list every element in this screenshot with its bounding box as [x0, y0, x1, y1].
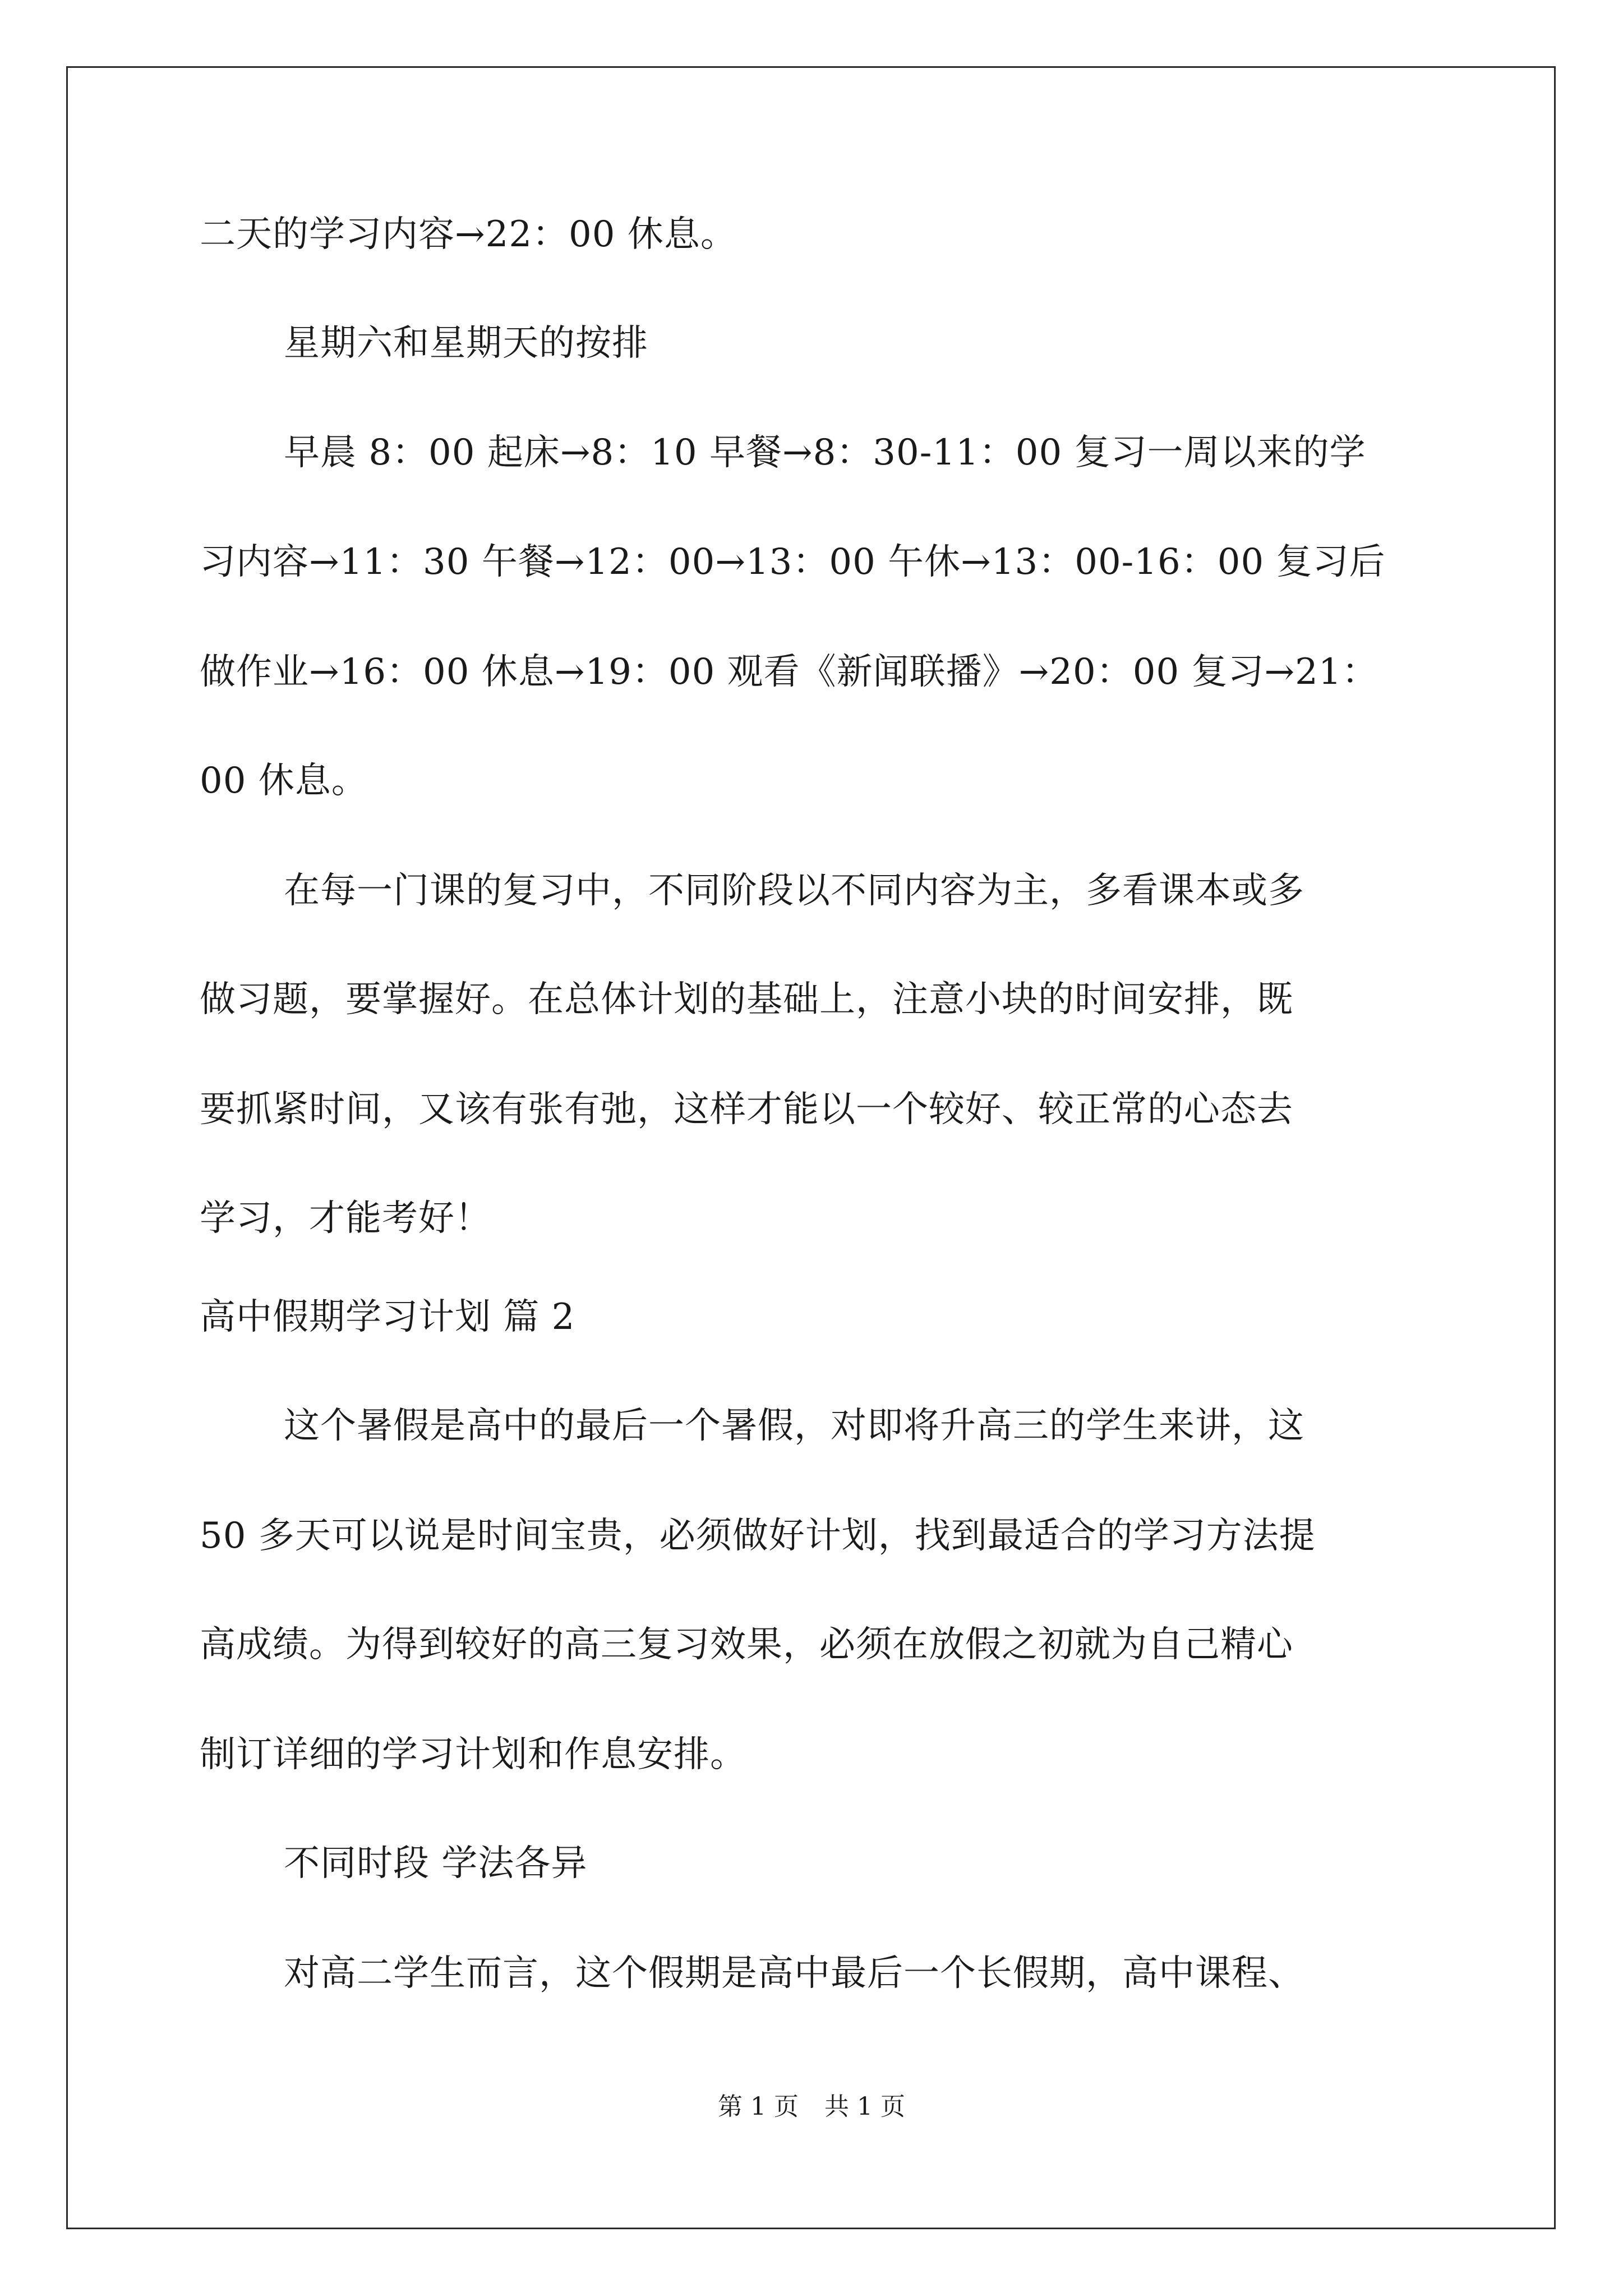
section-subheading: 不同时段 学法各异 — [284, 1843, 588, 1884]
paragraph-line: 对高二学生而言，这个假期是高中最后一个长假期，高中课程、 — [284, 1953, 1304, 1994]
page-border — [66, 66, 1556, 2229]
paragraph-line: 这个暑假是高中的最后一个暑假，对即将升高三的学生来讲，这 — [284, 1405, 1304, 1447]
paragraph-line: 学习，才能考好！ — [200, 1198, 491, 1239]
section-subheading: 星期六和星期天的按排 — [284, 323, 648, 364]
paragraph-line: 要抓紧时间，又该有张有弛，这样才能以一个较好、较正常的心态去 — [200, 1089, 1293, 1130]
paragraph-line: 习内容→11：30 午餐→12：00→13：00 午休→13：00-16：00 复习后 — [200, 541, 1386, 583]
section-heading: 高中假期学习计划 篇 2 — [200, 1296, 575, 1338]
paragraph-line: 50 多天可以说是时间宝贵，必须做好计划，找到最适合的学习方法提 — [200, 1515, 1316, 1557]
paragraph-line: 二天的学习内容→22：00 休息。 — [200, 214, 737, 255]
paragraph-line: 在每一门课的复习中，不同阶段以不同内容为主，多看课本或多 — [284, 870, 1304, 912]
paragraph-line: 00 休息。 — [200, 760, 368, 802]
paragraph-line: 制订详细的学习计划和作息安排。 — [200, 1734, 746, 1775]
paragraph-line: 高成绩。为得到较好的高三复习效果，必须在放假之初就为自己精心 — [200, 1624, 1293, 1665]
paragraph-line: 做习题，要掌握好。在总体计划的基础上，注意小块的时间安排，既 — [200, 979, 1293, 1020]
page-footer — [0, 2092, 1623, 2121]
page-number: 第 1 页 — [718, 2092, 799, 2121]
page-total: 共 1 页 — [824, 2092, 905, 2121]
paragraph-line: 早晨 8：00 起床→8：10 早餐→8：30-11：00 复习一周以来的学 — [284, 432, 1366, 473]
paragraph-line: 做作业→16：00 休息→19：00 观看《新闻联播》→20：00 复习→21： — [200, 651, 1378, 693]
